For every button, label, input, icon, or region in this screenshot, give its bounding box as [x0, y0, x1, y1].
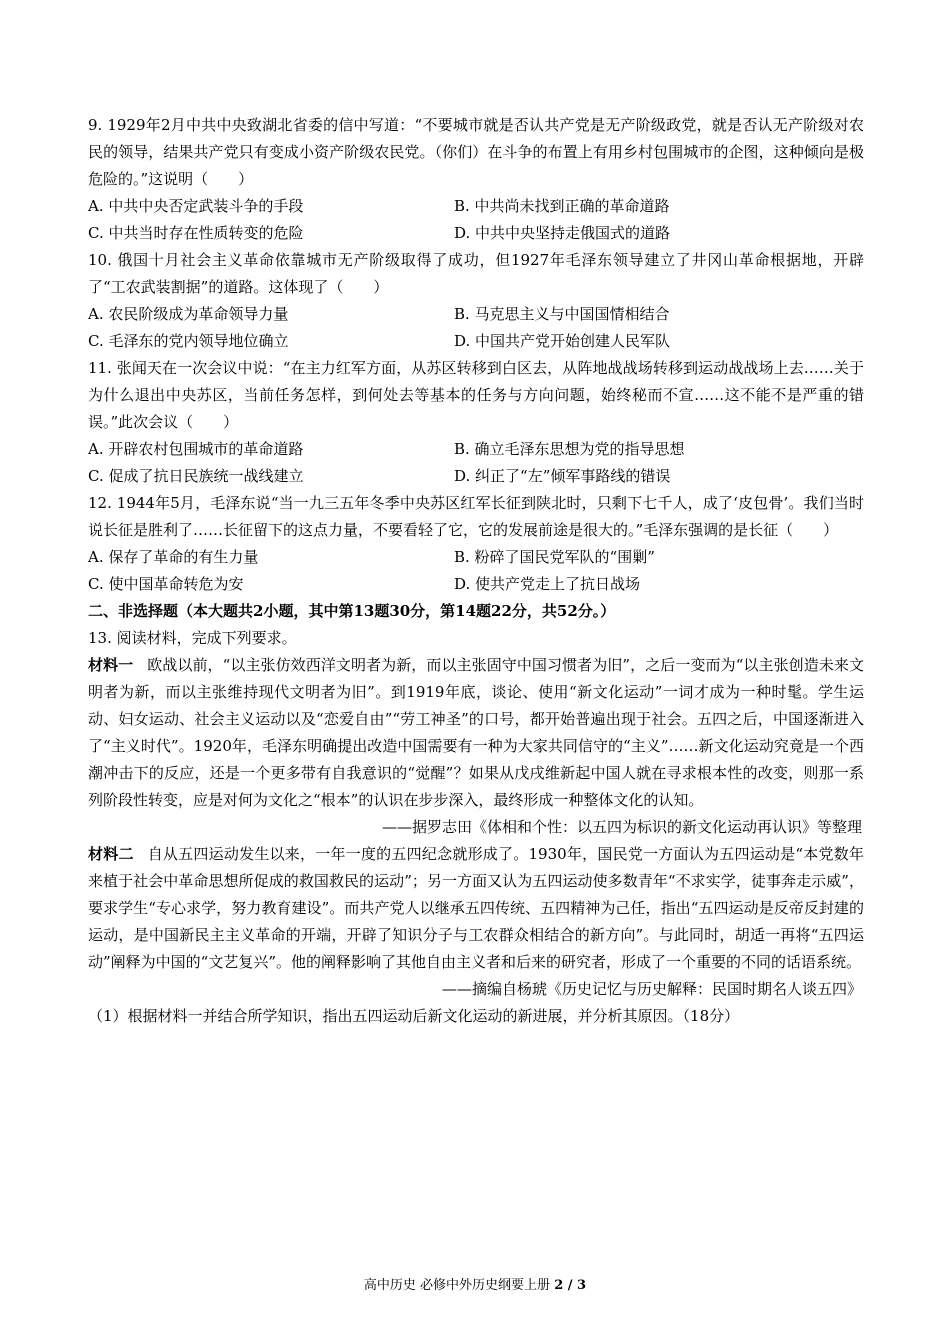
option-11a: A. 开辟农村包围城市的革命道路: [88, 440, 304, 458]
option-12d: D. 使共产党走上了抗日战场: [454, 575, 641, 593]
material-2-label: 材料二: [88, 845, 134, 863]
question-9-stem: 9. 1929年2月中共中央致湖北省委的信中写道：“不要城市就是否认共产党是无产阶级政党，就是否认无产阶级对农民的领导，结果共产党只有变成小资产阶级农民党。（你们）在斗争的布置上有用乡村包围城市的企图，这种倾向是极危险的。”这说明（ ）: [88, 116, 864, 188]
option-11b: B. 确立毛泽东思想为党的指导思想: [454, 440, 685, 458]
question-11-options-row1: [88, 436, 864, 463]
question-9-options-row2: [88, 220, 864, 247]
option-12c: C. 使中国革命转危为安: [88, 575, 244, 593]
footer-text: 高中历史 必修中外历史纲要上册: [363, 1278, 555, 1293]
question-12-stem: 12. 1944年5月，毛泽东说“当一九三五年冬季中央苏区红军长征到陕北时，只剩下七千人，成了‘皮包骨’。我们当时说长征是胜利了……长征留下的这点力量，不要看轻了它，它的发展前途是很大的。”毛泽东强调的是长征（ ）: [88, 494, 864, 539]
material-2-source: ——摘编自杨琥《历史记忆与历史解释：民国时期名人谈五四》: [441, 980, 862, 998]
question-10-options-row1: [88, 301, 864, 328]
material-2: [88, 841, 864, 976]
material-1-source: ——据罗志田《体相和个性：以五四为标识的新文化运动再认识》等整理: [381, 818, 862, 836]
option-9d: D. 中共中央坚持走俄国式的道路: [454, 224, 671, 242]
page-number: 2 / 3: [554, 1278, 587, 1293]
option-11d: D. 纠正了“左”倾军事路线的错误: [454, 467, 671, 485]
question-10-options-row2: [88, 328, 864, 355]
option-10b: B. 马克思主义与中国国情相结合: [454, 305, 670, 323]
question-9-options-row1: [88, 193, 864, 220]
question-13-sub-1: （1）根据材料一并结合所学知识，指出五四运动后新文化运动的新进展，并分析其原因。（18分）: [88, 1007, 740, 1025]
option-12b: B. 粉碎了国民党军队的“围剿”: [454, 548, 655, 566]
option-11c: C. 促成了抗日民族统一战线建立: [88, 467, 304, 485]
material-1-label: 材料一: [88, 656, 134, 674]
option-9b: B. 中共尚未找到正确的革命道路: [454, 197, 670, 215]
option-12a: A. 保存了革命的有生力量: [88, 548, 259, 566]
section-2-heading: 二、非选择题（本大题共2小题，其中第13题30分，第14题22分，共52分。）: [88, 602, 616, 620]
material-1-text: 欧战以前，“以主张仿效西洋文明者为新，而以主张固守中国习惯者为旧”，之后一变而为“以主张创造未来文明者为新，而以主张维持现代文明者为旧”。到1919年底，谈论、使用“新文化运动”一词才成为一种时髦。学生运动、妇女运动、社会主义运动以及“恋爱自由”“劳工神圣”的口号，都开始普遍出现于社会。五四之后，中国逐渐进入了“主义时代”。1920年，毛泽东明确提出改造中国需要有一种为大家共同信守的“主义”……新文化运动究竟是一个西潮冲击下的反应，还是一个更多带有自我意识的“觉醒”？如果从戊戌维新起中国人就在寻求根本性的改变，则那一系列阶段性转变，应是对何为文化之“根本”的认识在步步深入，最终形成一种整体文化的认知。: [88, 656, 864, 809]
question-12-options-row2: [88, 571, 864, 598]
page-footer: [0, 1276, 950, 1296]
material-2-text: 自从五四运动发生以来，一年一度的五四纪念就形成了。1930年，国民党一方面认为五四运动是“本党数年来植于社会中革命思想所促成的救国救民的运动”；另一方面又认为五四运动使多数青年“不求实学，徒事奔走示威”，要求学生“专心求学，努力教育建设”。而共产党人以继承五四传统、五四精神为己任，指出“五四运动是反帝反封建的运动，是中国新民主主义革命的开端，开辟了知识分子与工农群众相结合的新方向”。与此同时，胡适一再将“五四运动”阐释为中国的“文艺复兴”。他的阐释影响了其他自由主义者和后来的研究者，形成了一个重要的不同的话语系统。: [88, 845, 864, 971]
question-11-options-row2: [88, 463, 864, 490]
question-11-stem: 11. 张闻天在一次会议中说：“在主力红军方面，从苏区转移到白区去，从阵地战战场转移到运动战战场上去……关于为什么退出中央苏区，当前任务怎样，到何处去等基本的任务与方向问题，始终秘而不宣……这不能不是严重的错误。”此次会议（ ）: [88, 359, 864, 431]
question-12-options-row1: [88, 544, 864, 571]
material-1: [88, 652, 864, 814]
option-10a: A. 农民阶级成为革命领导力量: [88, 305, 289, 323]
option-10d: D. 中国共产党开始创建人民军队: [454, 332, 671, 350]
option-9a: A. 中共中央否定武装斗争的手段: [88, 197, 304, 215]
option-9c: C. 中共当时存在性质转变的危险: [88, 224, 304, 242]
question-10-stem: 10. 俄国十月社会主义革命依靠城市无产阶级取得了成功，但1927年毛泽东领导建立了井冈山革命根据地，开辟了“工农武装割据”的道路。这体现了（ ）: [88, 251, 864, 296]
question-13-intro: 13. 阅读材料，完成下列要求。: [88, 629, 297, 647]
exam-page-content: [88, 112, 864, 1030]
option-10c: C. 毛泽东的党内领导地位确立: [88, 332, 289, 350]
